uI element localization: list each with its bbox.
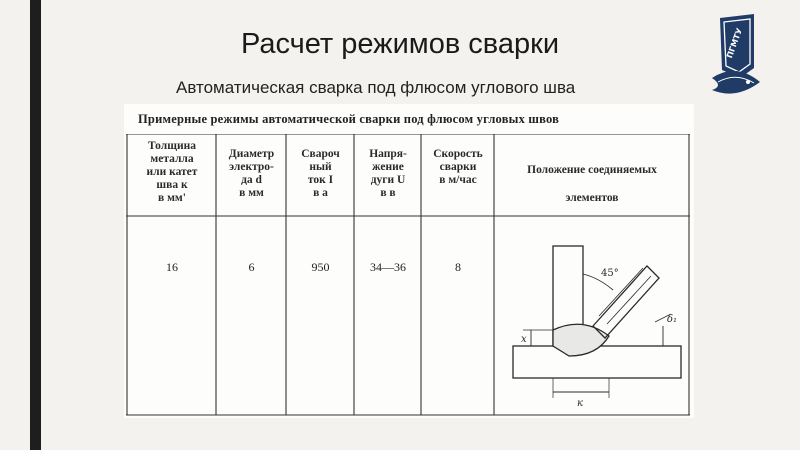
dimension-x-label: x — [521, 334, 527, 345]
weld-bead — [553, 324, 609, 356]
header-electrode-diameter: Диаметр электро- да d в мм — [228, 148, 275, 199]
fillet-weld-diagram — [495, 218, 689, 414]
base-plate — [513, 346, 681, 378]
header-joint-position: Положение соединяемых элементов — [527, 164, 657, 204]
header-welding-current: Свароч ный ток I в а — [301, 148, 340, 199]
cell-welding-speed: 8 — [455, 260, 461, 274]
cell-arc-voltage: 34—36 — [370, 260, 406, 274]
slide-title: Расчет режимов сварки — [240, 28, 560, 60]
welding-modes-table — [126, 134, 690, 416]
cell-welding-current: 950 — [311, 260, 330, 274]
angle-label: 45° — [601, 268, 619, 279]
fish-emblem-icon — [712, 14, 760, 94]
cell-electrode-diameter: 6 — [248, 260, 255, 274]
logo-text: ПГМТУ — [725, 26, 745, 60]
dimension-delta-label: δ₁ — [667, 314, 678, 325]
university-logo — [710, 12, 762, 102]
header-welding-speed: Скорость сварки в м/час — [433, 148, 483, 186]
header-arc-voltage: Напря- жение дуги U в в — [369, 148, 407, 199]
dimension-k-label: к — [577, 398, 583, 409]
cell-thickness: 16 — [166, 260, 178, 274]
left-accent-bar — [30, 0, 41, 450]
slide-subtitle: Автоматическая сварка под флюсом углового шва — [176, 78, 576, 97]
table-caption: Примерные режимы автоматической сварки под флюсом угловых швов — [138, 112, 560, 126]
header-thickness: Толщина металла или катет шва к в мм' — [146, 140, 198, 204]
